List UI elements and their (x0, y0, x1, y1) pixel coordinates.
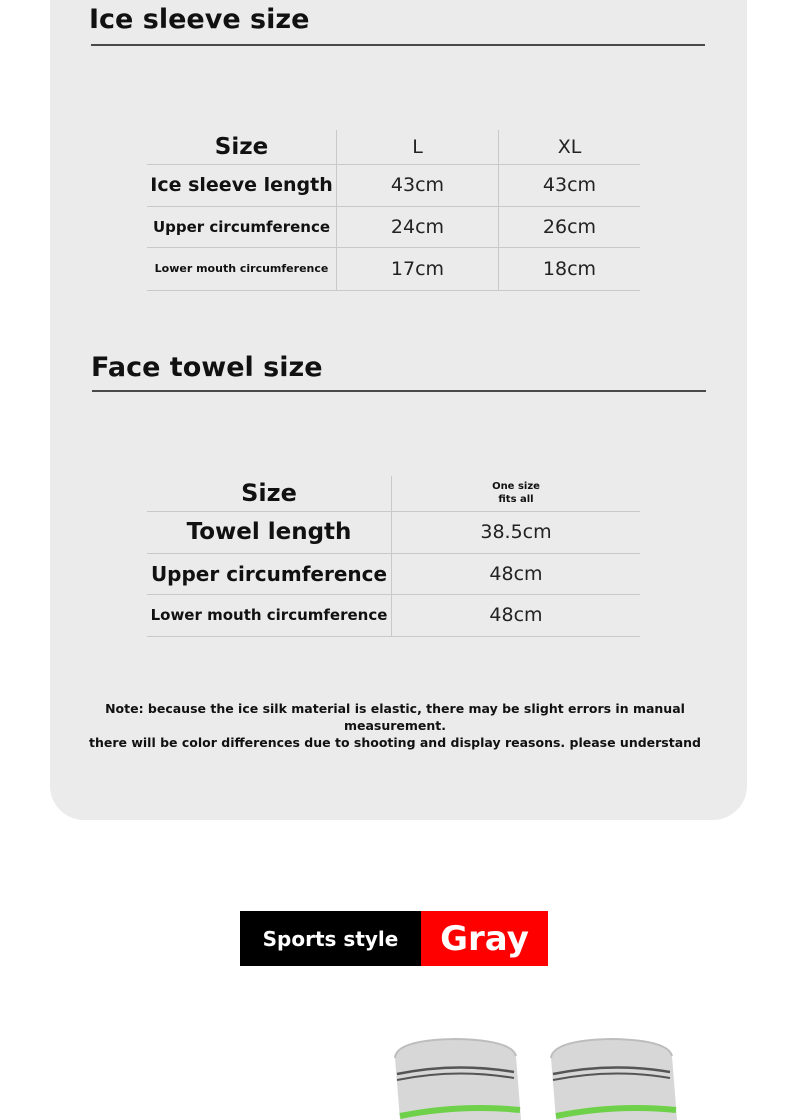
header-size-l: L (337, 130, 499, 164)
table-row (147, 511, 640, 553)
row-label: Upper circumference (147, 553, 392, 594)
sleeve-left (395, 1039, 521, 1120)
value-l: 43cm (337, 164, 499, 206)
style-label: Sports style (240, 911, 421, 966)
table-row (147, 164, 640, 206)
header-one-size (392, 476, 641, 511)
value-l: 17cm (337, 247, 499, 290)
value-l: 24cm (337, 206, 499, 247)
row-label: Towel length (147, 511, 392, 553)
section-title-face-towel: Face towel size (91, 352, 323, 383)
row-label: Lower mouth circumference (147, 247, 337, 290)
size-chart-panel (50, 0, 747, 820)
section-title-ice-sleeve: Ice sleeve size (89, 4, 310, 35)
ice-sleeve-size-table (147, 130, 640, 291)
table-row (147, 206, 640, 247)
sleeve-right (551, 1039, 677, 1120)
product-image-sleeves (0, 1030, 790, 1120)
face-towel-size-table (147, 476, 640, 637)
section-divider (92, 390, 706, 392)
value: 48cm (392, 594, 641, 636)
table-row (147, 553, 640, 594)
row-label: Lower mouth circumference (147, 594, 392, 636)
value-xl: 18cm (499, 247, 641, 290)
header-one-size-line2: fits all (498, 494, 534, 506)
row-label: Upper circumference (147, 206, 337, 247)
color-label: Gray (421, 911, 548, 966)
measurement-note (60, 700, 730, 751)
style-color-banner (240, 911, 548, 966)
header-one-size-line1: One size (492, 481, 540, 493)
header-label: Size (147, 130, 337, 164)
value-xl: 26cm (499, 206, 641, 247)
value: 48cm (392, 553, 641, 594)
table-row (147, 594, 640, 636)
header-label: Size (147, 476, 392, 511)
table-header-row (147, 476, 640, 511)
table-row (147, 247, 640, 290)
row-label: Ice sleeve length (147, 164, 337, 206)
section-divider (91, 44, 705, 46)
header-size-xl: XL (499, 130, 641, 164)
note-line-1: Note: because the ice silk material is elastic, there may be slight errors in manual measurement. (105, 701, 685, 733)
value: 38.5cm (392, 511, 641, 553)
value-xl: 43cm (499, 164, 641, 206)
table-header-row (147, 130, 640, 164)
note-line-2: there will be color differences due to shooting and display reasons. please understand (88, 735, 702, 750)
